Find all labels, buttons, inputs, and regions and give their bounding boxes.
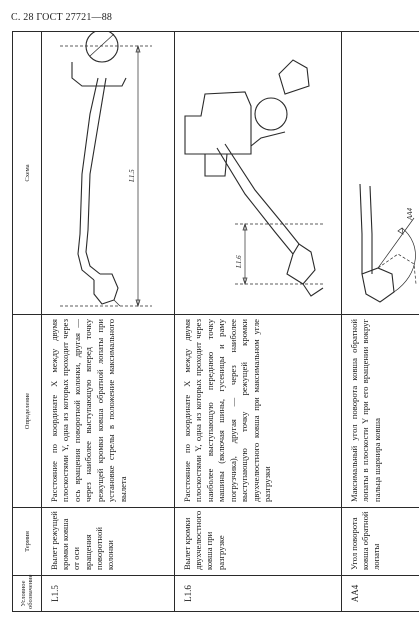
column-header-scheme: Схема bbox=[13, 32, 42, 315]
row-term: Вылет режущей кромки ковша от оси вращения поворотной колонки bbox=[42, 508, 175, 576]
row-definition: Расстояние по координате X между двумя плоскостями Y, одна из которых проходит через ось вращения поворотной колонки, другая — через наиболее выступающую вперед точку режущей кромки ковша обратной лопаты при установке стрелы в положение максимального вылета bbox=[42, 315, 175, 508]
table-header-row bbox=[13, 32, 42, 612]
row-scheme bbox=[342, 32, 419, 315]
bucket bbox=[362, 268, 394, 302]
row-code: L1.5 bbox=[42, 576, 175, 612]
table-row bbox=[175, 32, 342, 612]
clamshell-bucket bbox=[287, 244, 315, 284]
row-code: L1.6 bbox=[175, 576, 342, 612]
table-row bbox=[342, 32, 419, 612]
base-frame bbox=[72, 62, 126, 86]
row-definition: Расстояние по координате X между двумя плоскостями Y, одна из которых проходит через наиболее выступающую переднюю точку машины (включая шины, гусеницы и раму погрузчика), другая — через наиболее выступающую точку режущей кромки двухчелюстного ковша при максимальном угле разгрузки bbox=[175, 315, 342, 508]
row-scheme bbox=[42, 32, 175, 315]
column-header-definition: Определение bbox=[13, 315, 42, 508]
column-header-code: Условное обозначение bbox=[13, 576, 42, 612]
rotation-arc bbox=[394, 228, 415, 292]
stick-arm bbox=[360, 184, 362, 274]
row-term: Вылет кромки двухчелюстного ковша при разгрузке bbox=[175, 508, 342, 576]
bucket bbox=[94, 274, 118, 304]
dipper-stick bbox=[78, 234, 94, 280]
row-scheme bbox=[175, 32, 342, 315]
bucket-rotation-diagram bbox=[342, 31, 419, 314]
row-definition: Максимальный угол поворота ковша обратной лопаты в плоскости Y при его вращении вокруг пальца шарнира ковша bbox=[342, 315, 419, 508]
row-code: AA4 bbox=[342, 576, 419, 612]
dimension-label: L1.5 bbox=[128, 169, 136, 182]
turntable-wheel bbox=[86, 31, 118, 62]
column-header-term: Термин bbox=[13, 508, 42, 576]
row-term: Угол поворота ковша обратной лопаты bbox=[342, 508, 419, 576]
loader-bucket-diagram bbox=[175, 31, 331, 314]
table-row bbox=[42, 32, 175, 612]
terms-table bbox=[12, 32, 414, 612]
dimension-label: L1.6 bbox=[235, 255, 243, 268]
machine-body bbox=[185, 92, 251, 154]
backhoe-reach-diagram bbox=[42, 31, 164, 314]
page-header: С. 28 ГОСТ 27721—88 bbox=[11, 12, 113, 23]
loader-arm bbox=[217, 148, 293, 254]
angle-label: AA4 bbox=[406, 207, 414, 220]
front-wheel bbox=[255, 98, 287, 130]
